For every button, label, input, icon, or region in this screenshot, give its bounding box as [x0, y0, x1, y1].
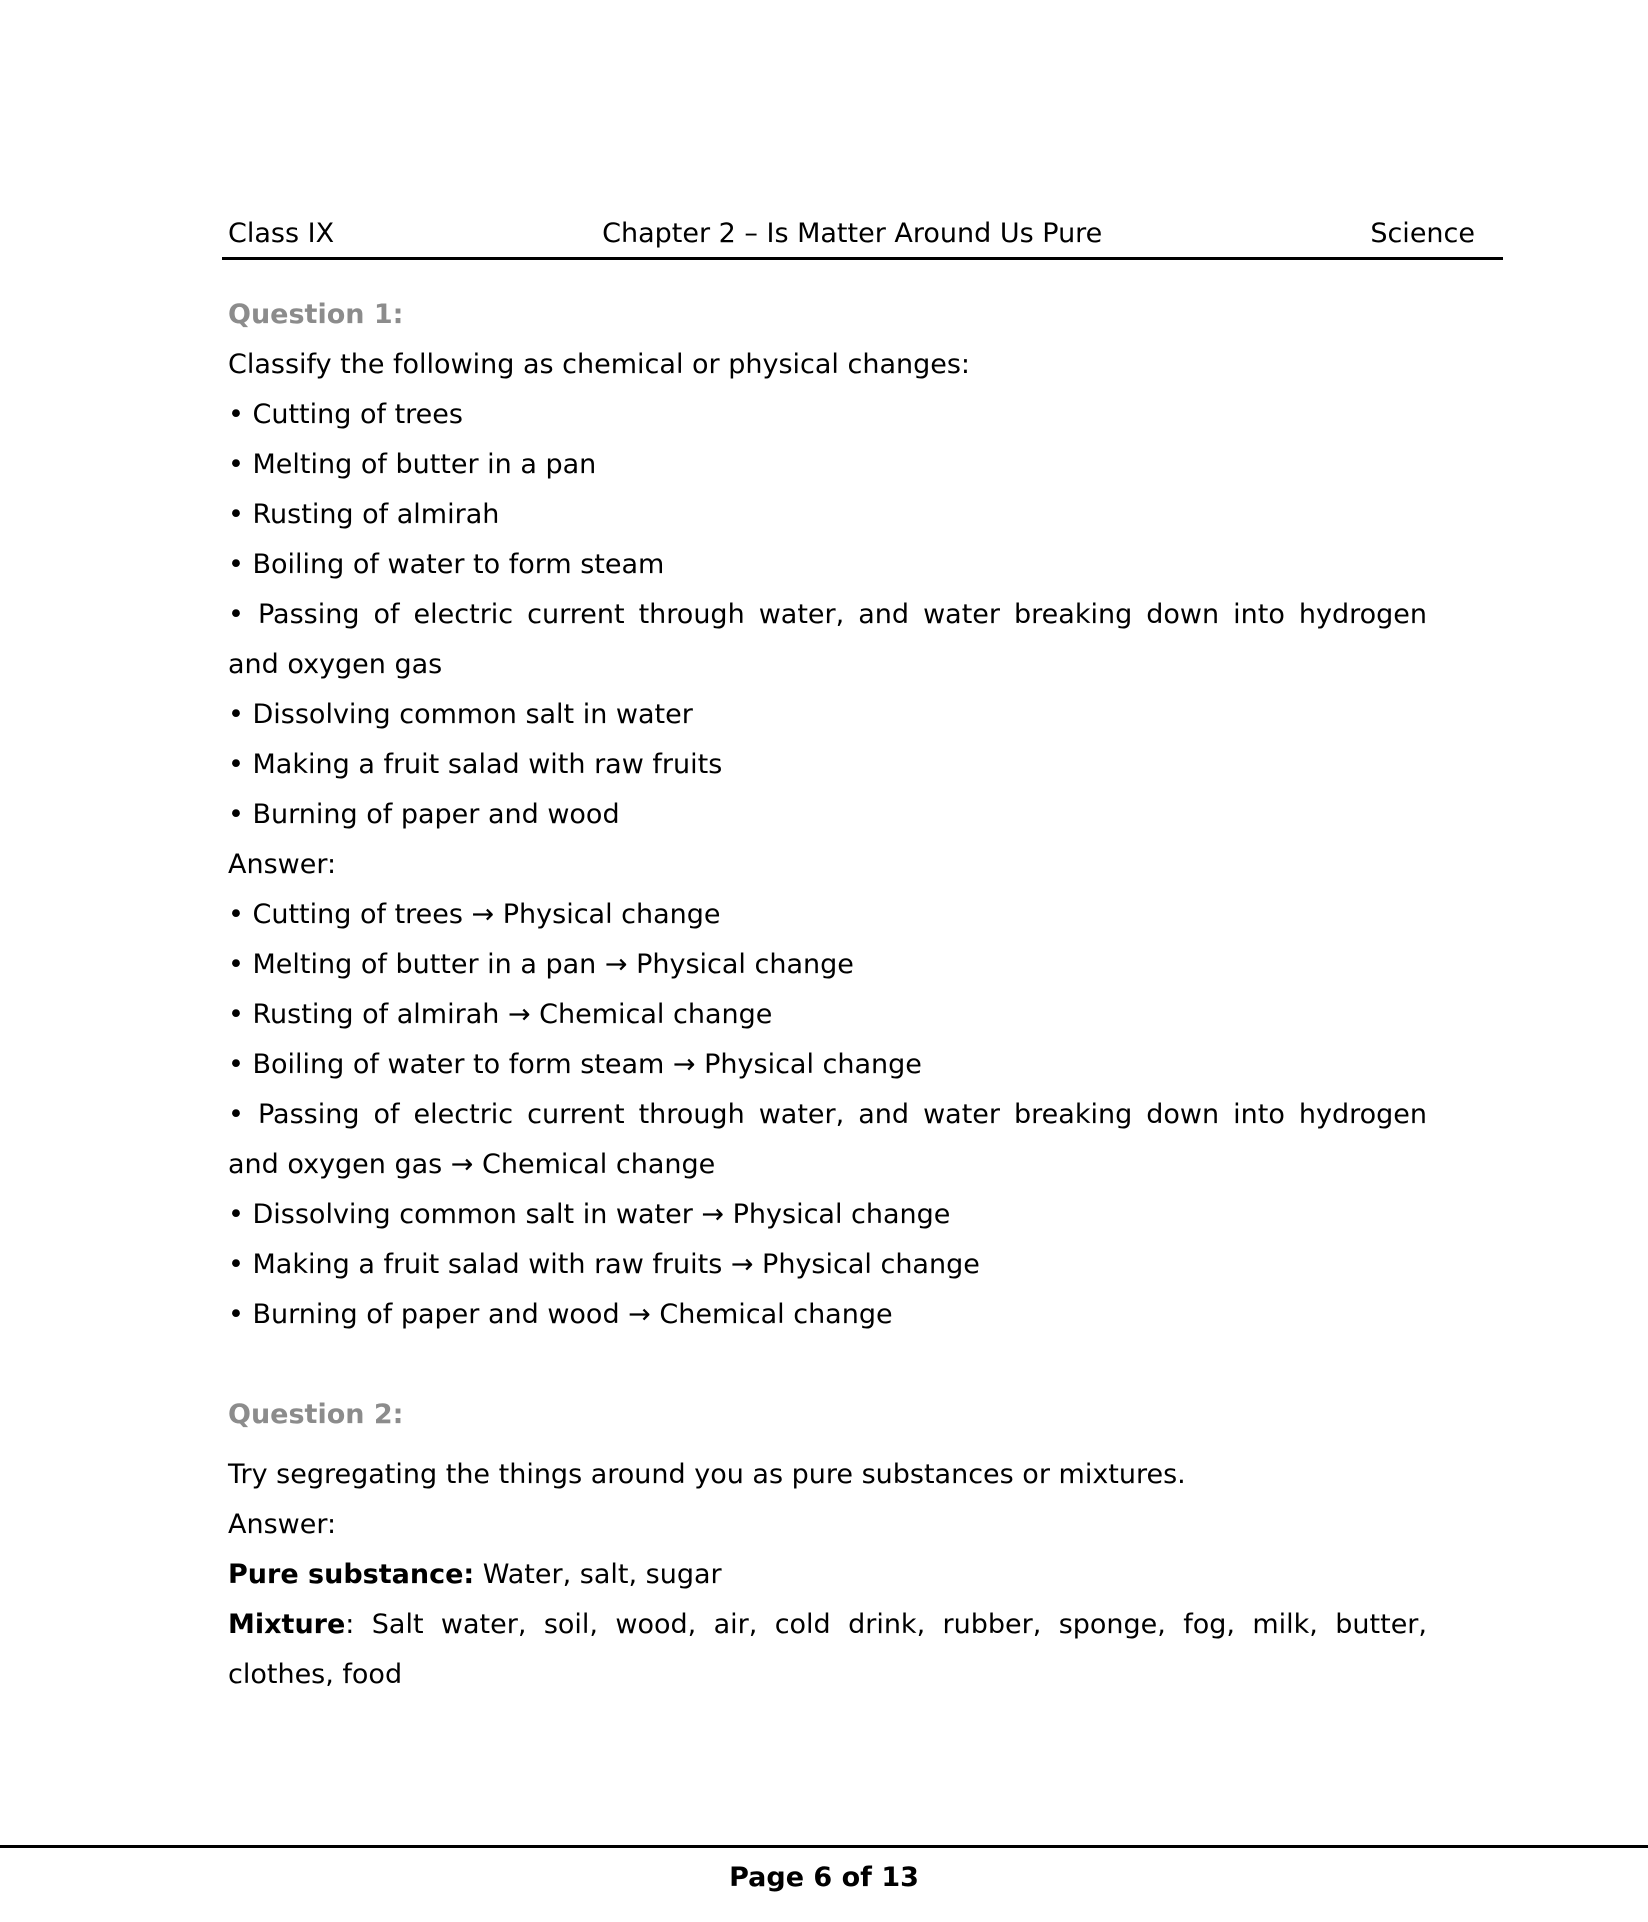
- mixture-label: Mixture: [228, 1609, 346, 1640]
- bullet-item: • Making a fruit salad with raw fruits: [228, 749, 723, 780]
- question1-intro: Classify the following as chemical or physical changes:: [228, 349, 971, 380]
- bullet-item: • Dissolving common salt in water: [228, 699, 693, 730]
- bullet-item: • Passing of electric current through water, and water breaking down into hydrogen: [228, 599, 1427, 630]
- header-subject: Science: [1370, 218, 1475, 249]
- answer-label: Answer:: [228, 1509, 337, 1540]
- header-class: Class IX: [228, 218, 335, 249]
- answer-item: • Passing of electric current through water, and water breaking down into hydrogen: [228, 1099, 1427, 1130]
- pure-substance-line: [228, 1550, 1427, 1600]
- header-chapter: Chapter 2 – Is Matter Around Us Pure: [602, 218, 1103, 249]
- section-spacer: [228, 1340, 1427, 1390]
- bullet-item: • Melting of butter in a pan: [228, 449, 597, 480]
- mixture-line: [228, 1600, 1427, 1650]
- question2-heading: Question 2:: [228, 1399, 404, 1430]
- question1-heading: Question 1:: [228, 299, 404, 330]
- answer-item: • Cutting of trees → Physical change: [228, 899, 721, 930]
- answer-label: Answer:: [228, 849, 337, 880]
- answer-item: • Melting of butter in a pan → Physical change: [228, 949, 854, 980]
- mixture-items: : Salt water, soil, wood, air, cold drink, rubber, sponge, fog, milk, butter,: [345, 1609, 1427, 1640]
- bullet-item: • Boiling of water to form steam: [228, 549, 665, 580]
- answer-item: • Rusting of almirah → Chemical change: [228, 999, 773, 1030]
- pure-substance-label: Pure substance:: [228, 1559, 475, 1590]
- bullet-item-continuation: and oxygen gas: [228, 649, 443, 680]
- question2-intro: Try segregating the things around you as pure substances or mixtures.: [228, 1459, 1186, 1490]
- answer-item: • Dissolving common salt in water → Physical change: [228, 1199, 951, 1230]
- bullet-item: • Burning of paper and wood: [228, 799, 620, 830]
- answer-item: • Burning of paper and wood → Chemical change: [228, 1299, 893, 1330]
- pure-substance-items: Water, salt, sugar: [482, 1559, 722, 1590]
- footer-rule: [0, 1845, 1648, 1848]
- document-body: [228, 290, 1427, 1700]
- page-number: Page 6 of 13: [729, 1862, 919, 1893]
- bullet-item: • Cutting of trees: [228, 399, 463, 430]
- answer-item: • Boiling of water to form steam → Physical change: [228, 1049, 922, 1080]
- mixture-line-continuation: clothes, food: [228, 1659, 403, 1690]
- page-header: [222, 218, 1503, 260]
- answer-item-continuation: and oxygen gas → Chemical change: [228, 1149, 716, 1180]
- bullet-item: • Rusting of almirah: [228, 499, 500, 530]
- answer-item: • Making a fruit salad with raw fruits → Physical change: [228, 1249, 980, 1280]
